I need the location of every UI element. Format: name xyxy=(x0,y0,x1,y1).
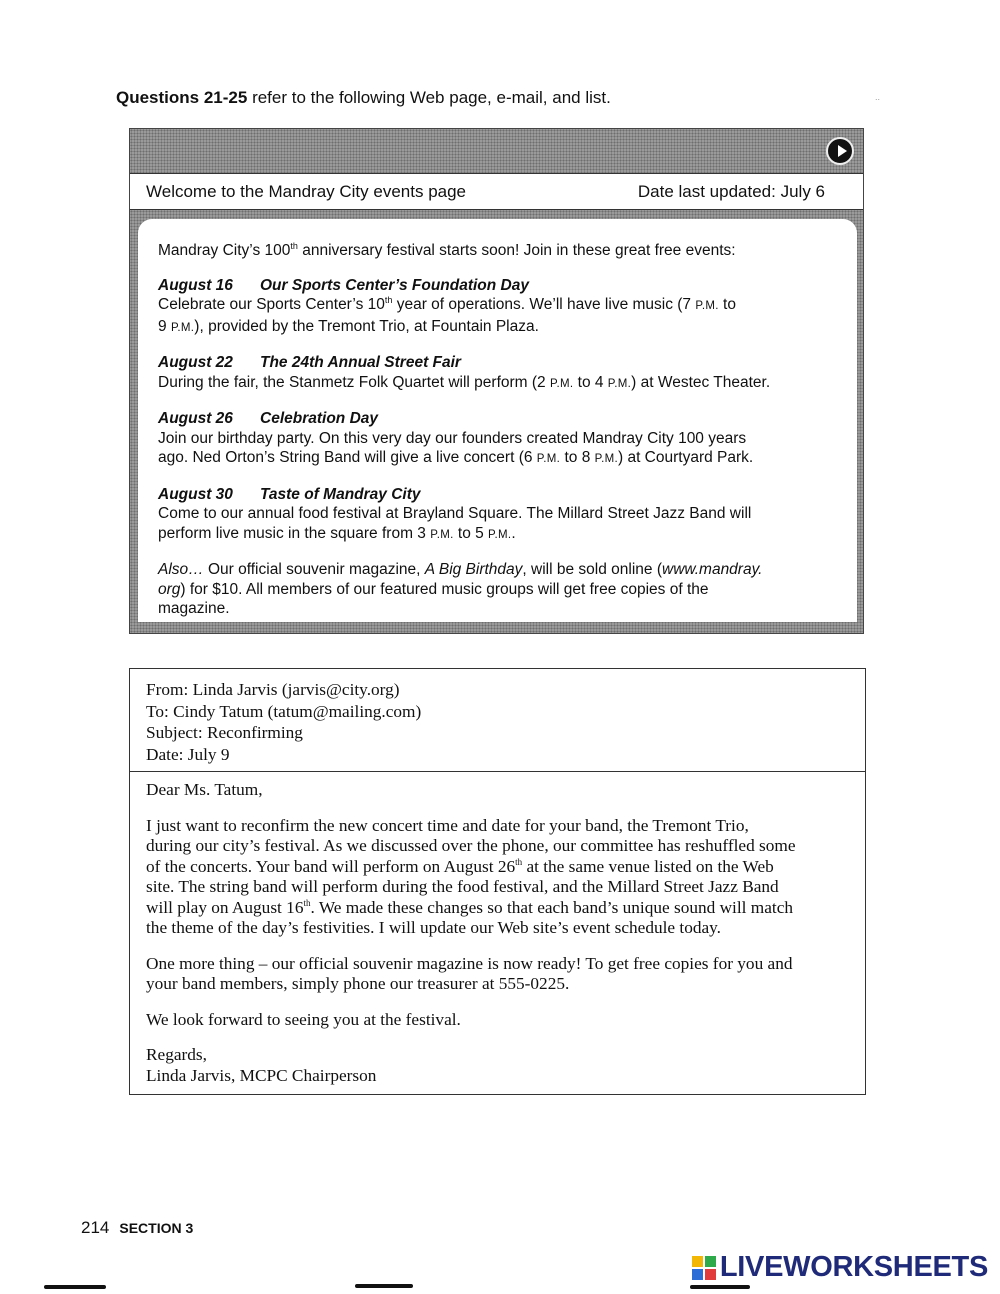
email-to: To: Cindy Tatum (tatum@mailing.com) xyxy=(146,701,422,721)
email-header xyxy=(130,669,865,772)
email-body xyxy=(130,772,865,1086)
email-paragraph: We look forward to seeing you at the festival. xyxy=(146,1009,461,1029)
web-page-header-bar xyxy=(130,173,863,210)
magazine-title: A Big Birthday xyxy=(424,561,523,578)
event-description: Celebrate our Sports Center’s 10th year of operations. We’ll have live music (7 P.M. to 9 P.M.), provided by the Tremont Trio, at Fountain Plaza. xyxy=(158,294,736,335)
scan-stroke xyxy=(44,1285,106,1289)
event-heading xyxy=(158,353,843,373)
last-updated-text: Date last updated: July 6 xyxy=(637,182,825,201)
liveworksheets-brand[interactable] xyxy=(692,1251,988,1284)
email-signature: Linda Jarvis, MCPC Chairperson xyxy=(146,1065,377,1085)
event-title: Celebration Day xyxy=(260,410,379,427)
event-date: August 16 xyxy=(158,276,233,294)
event-title: Our Sports Center’s Foundation Day xyxy=(260,276,529,294)
event-title: Taste of Mandray City xyxy=(260,485,421,503)
liveworksheets-logo-icon xyxy=(692,1256,716,1280)
festival-intro: Mandray City’s 100th anniversary festival starts soon! Join in these great free events: xyxy=(158,240,736,259)
event-date: August 22 xyxy=(158,354,233,371)
souvenir-magazine-note: Also… Our official souvenir magazine, A Big Birthday, will be sold online (www.mandray. org) for $10. All members of our featured music groups will get free copies of the magazine. xyxy=(158,561,763,617)
website-link[interactable]: www.mandray. xyxy=(662,561,763,578)
email-message xyxy=(129,668,866,1095)
event-item xyxy=(158,276,843,339)
email-paragraph: I just want to reconfirm the new concert time and date for your band, the Tremont Trio, during our city’s festival. As we discussed over the phone, our committee has reshuffled some of the concerts. Your band will perform on August 26th at the same venue listed on the Web site. The string band will perform during the food festival, and the Millard Street Jazz Band will play on August 16th. We made these changes so that each band’s unique sound will match the theme of the day’s festivities. I will update our Web site’s event schedule today. xyxy=(146,815,796,937)
scan-stroke xyxy=(690,1285,750,1289)
play-button[interactable] xyxy=(826,137,854,165)
website-link-continued[interactable]: org xyxy=(158,580,181,598)
play-icon xyxy=(838,145,847,157)
event-heading xyxy=(158,485,843,505)
page-footer xyxy=(81,1218,193,1238)
scan-stroke xyxy=(355,1284,413,1288)
event-heading xyxy=(158,409,843,429)
brand-name: LIVEWORKSHEETS xyxy=(719,1251,988,1283)
event-heading xyxy=(158,276,843,296)
question-instruction xyxy=(116,88,611,108)
events-web-page xyxy=(129,128,864,634)
instruction-text: refer to the following Web page, e-mail, and list. xyxy=(252,88,611,107)
event-item xyxy=(158,409,843,470)
email-from: From: Linda Jarvis (jarvis@city.org) xyxy=(146,680,400,699)
email-greeting: Dear Ms. Tatum, xyxy=(146,780,263,799)
email-date: Date: July 9 xyxy=(146,744,230,764)
event-date: August 30 xyxy=(158,485,233,503)
email-subject: Subject: Reconfirming xyxy=(146,723,303,742)
web-page-content xyxy=(138,219,857,622)
event-title: The 24th Annual Street Fair xyxy=(260,354,461,371)
event-item xyxy=(158,353,843,394)
event-date: August 26 xyxy=(158,410,233,427)
email-closing: Regards, xyxy=(146,1045,207,1064)
event-description: Come to our annual food festival at Brayland Square. The Millard Street Jazz Band will perform live music in the square from 3 P.M. to 5 P.M.. xyxy=(158,505,752,542)
welcome-text: Welcome to the Mandray City events page xyxy=(146,182,467,201)
event-description: During the fair, the Stanmetz Folk Quartet will perform (2 P.M. to 4 P.M.) at Westec Theater. xyxy=(158,373,771,391)
event-description: Join our birthday party. On this very day our founders created Mandray City 100 years ago. Ned Orton’s String Band will give a live concert (6 P.M. to 8 P.M.) at Courtyard Park. xyxy=(158,429,754,466)
page-number: 214 xyxy=(81,1218,110,1237)
email-paragraph: One more thing – our official souvenir magazine is now ready! To get free copies for you and your band members, simply phone our treasurer at 555-0225. xyxy=(146,953,793,993)
question-range: Questions 21-25 xyxy=(116,88,248,107)
section-label: SECTION 3 xyxy=(119,1220,194,1236)
event-item xyxy=(158,485,843,546)
scan-artifact: .. xyxy=(874,92,880,102)
